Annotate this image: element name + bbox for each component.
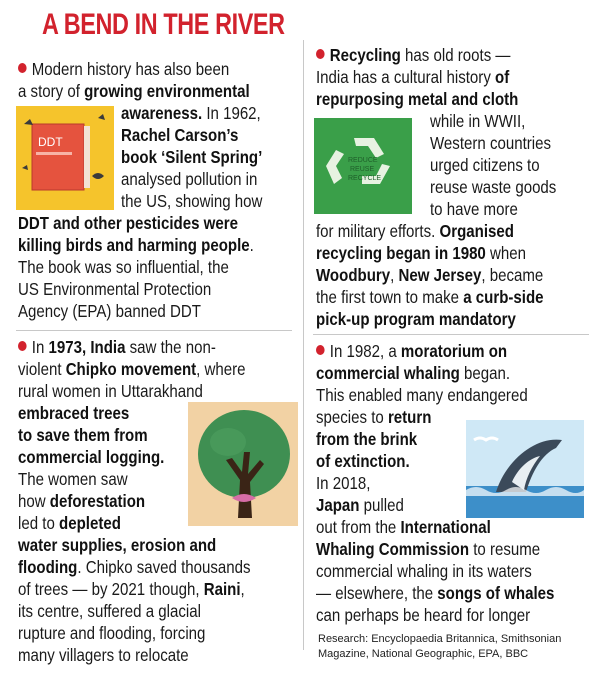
line-text [18, 425, 148, 445]
box2-line-4 [18, 424, 148, 446]
box1-line-10 [18, 278, 211, 300]
bold-text-segment: commercial whaling [316, 363, 460, 383]
box2-line-14 [18, 644, 189, 666]
line-text [18, 623, 205, 643]
bold-text-segment: book ‘Silent Spring’ [121, 147, 263, 167]
box2-line-6 [18, 468, 128, 490]
reuse-label: REUSE [350, 166, 375, 173]
box3-line-4 [430, 132, 551, 154]
line-text [18, 301, 201, 321]
line-text [430, 155, 540, 175]
line-text [121, 125, 238, 145]
text-segment: Western countries [430, 133, 552, 153]
text-segment: many villagers to relocate [18, 645, 189, 665]
box4-line-5 [316, 450, 410, 472]
line-text [316, 89, 518, 109]
text-segment: the US, showing how [121, 191, 263, 211]
text-segment: The book was so influential, the [18, 257, 229, 277]
box2-line-1 [18, 358, 246, 380]
line-text [316, 561, 532, 581]
text-segment: Agency (EPA) banned DDT [18, 301, 201, 321]
tree-hug-illustration [188, 402, 298, 526]
box3-line-12 [316, 308, 516, 330]
bold-text-segment: International [400, 517, 491, 537]
text-segment: to resume [469, 539, 541, 559]
credit-line-1: Research: Encyclopaedia Britannica, Smithsonian [318, 633, 562, 645]
text-segment: . Chipko saved thousands [77, 557, 251, 577]
bullet-icon [18, 63, 27, 73]
line-text [430, 199, 518, 219]
box2-line-13 [18, 622, 205, 644]
box1-line-6 [121, 190, 262, 212]
line-text [316, 385, 528, 405]
page-title: A BEND IN THE RIVER [42, 8, 285, 41]
box3-line-11 [316, 286, 544, 308]
text-segment: led to [18, 513, 60, 533]
column-divider [303, 40, 304, 650]
line-text [121, 147, 262, 167]
bold-text-segment: return [387, 407, 432, 427]
text-segment: the first town to make [316, 287, 464, 307]
bold-text-segment: Rachel Carson’s [121, 125, 239, 145]
line-text [18, 257, 229, 277]
box3-line-2 [316, 88, 518, 110]
text-segment: rural women in Uttarakhand [18, 381, 203, 401]
box2-line-5 [18, 446, 164, 468]
box4-line-12 [316, 604, 530, 626]
box4-line-3 [316, 406, 431, 428]
bold-text-segment: growing environmental [84, 81, 250, 101]
bold-text-segment: killing birds and harming people [18, 235, 250, 255]
bold-text-segment: of [495, 67, 510, 87]
line-text [32, 59, 229, 79]
line-text [18, 403, 129, 423]
line-text [430, 177, 556, 197]
box4-line-10 [316, 560, 532, 582]
box2-line-8 [18, 512, 121, 534]
bold-text-segment: awareness. [121, 103, 203, 123]
bold-text-segment: Whaling Commission [316, 539, 470, 559]
line-text [18, 557, 251, 577]
line-text [121, 103, 261, 123]
bold-text-segment: 1973, India [48, 337, 126, 357]
line-text [316, 495, 404, 515]
bold-text-segment: Japan [316, 495, 360, 515]
text-segment: analysed pollution in [121, 169, 258, 189]
box1-line-5 [121, 168, 257, 190]
bold-text-segment: Chipko movement [65, 359, 197, 379]
line-text [316, 583, 554, 603]
text-segment: violent [18, 359, 66, 379]
line-text [316, 287, 544, 307]
text-segment: — elsewhere, the [316, 583, 438, 603]
text-segment: for military efforts. [316, 221, 440, 241]
text-segment: its centre, suffered a glacial [18, 601, 201, 621]
line-text [18, 469, 128, 489]
bold-text-segment: songs of whales [437, 583, 555, 603]
box4-line-0 [316, 340, 507, 362]
bold-text-segment: deforestation [49, 491, 146, 511]
text-segment: saw the non- [125, 337, 216, 357]
box4-line-2 [316, 384, 528, 406]
line-text [18, 213, 238, 233]
bullet-icon [316, 345, 325, 355]
line-text [316, 605, 530, 625]
box1-line-8 [18, 234, 254, 256]
reduce-label: REDUCE [348, 157, 378, 164]
bold-text-segment: pick-up program mandatory [316, 309, 516, 329]
line-text [316, 539, 540, 559]
line-text [330, 341, 507, 361]
bold-text-segment: Woodbury [316, 265, 391, 285]
line-text [316, 407, 431, 427]
box3-line-5 [430, 154, 540, 176]
box4-line-11 [316, 582, 554, 604]
section-divider-right [313, 334, 589, 335]
text-segment: This enabled many endangered [316, 385, 528, 405]
box3-line-10 [316, 264, 543, 286]
recycle-icon [314, 118, 412, 214]
text-segment: species to [316, 407, 388, 427]
bold-text-segment: Organised [439, 221, 514, 241]
box1-line-1 [18, 80, 250, 102]
box4-line-6 [316, 472, 370, 494]
line-text [18, 513, 121, 533]
box3-line-7 [430, 198, 518, 220]
text-segment: , where [196, 359, 246, 379]
bold-text-segment: a curb-side [463, 287, 544, 307]
box4-line-8 [316, 516, 491, 538]
text-segment: US Environmental Protection [18, 279, 212, 299]
line-text [18, 645, 189, 665]
line-text [316, 429, 417, 449]
box1-line-11 [18, 300, 201, 322]
line-text [316, 221, 514, 241]
bullet-icon [18, 341, 27, 351]
bold-text-segment: New Jersey [398, 265, 482, 285]
line-text [18, 601, 201, 621]
line-text [18, 447, 164, 467]
box1-line-2 [121, 102, 261, 124]
text-segment: , [240, 579, 245, 599]
box2-line-9 [18, 534, 216, 556]
box1-line-9 [18, 256, 229, 278]
whale-illustration [466, 420, 584, 518]
text-segment: The women saw [18, 469, 128, 489]
box2-line-12 [18, 600, 201, 622]
recycle-illustration [314, 118, 412, 214]
box1-line-3 [121, 124, 238, 146]
text-segment: pulled [359, 495, 404, 515]
box4-line-4 [316, 428, 417, 450]
bold-text-segment: Recycling [329, 45, 401, 65]
line-text [316, 243, 526, 263]
box1-line-7 [18, 212, 238, 234]
box3-line-8 [316, 220, 514, 242]
line-text [121, 191, 262, 211]
text-segment: can perhaps be heard for longer [316, 605, 531, 625]
box1-line-0 [18, 58, 229, 80]
text-segment: Modern history has also been [31, 59, 230, 79]
ddt-book-illustration [16, 106, 114, 210]
line-text [316, 363, 510, 383]
text-segment: In 2018, [316, 473, 371, 493]
bold-text-segment: Raini [203, 579, 241, 599]
box2-line-7 [18, 490, 145, 512]
text-segment: In [31, 337, 49, 357]
text-segment: began. [459, 363, 511, 383]
section-divider-left [16, 330, 292, 331]
text-segment: how [18, 491, 50, 511]
text-segment: In 1982, a [329, 341, 401, 361]
bold-text-segment: depleted [59, 513, 121, 533]
text-segment: of trees — by 2021 though, [18, 579, 204, 599]
text-segment: , [390, 265, 399, 285]
box2-line-10 [18, 556, 251, 578]
box2-line-3 [18, 402, 129, 424]
text-segment: urged citizens to [430, 155, 540, 175]
box2-line-0 [18, 336, 216, 358]
text-segment: reuse waste goods [430, 177, 557, 197]
text-segment: commercial whaling in its waters [316, 561, 532, 581]
text-segment: rupture and flooding, forcing [18, 623, 206, 643]
bold-text-segment: recycling began in 1980 [316, 243, 486, 263]
line-text [18, 81, 250, 101]
bold-text-segment: water supplies, erosion and [18, 535, 217, 555]
box3-line-9 [316, 242, 526, 264]
line-text [32, 337, 216, 357]
ddt-book-icon [16, 106, 114, 210]
box2-line-11 [18, 578, 245, 600]
text-segment: out from the [316, 517, 401, 537]
tree-icon [188, 402, 298, 526]
whale-icon [466, 420, 584, 518]
line-text [18, 381, 203, 401]
line-text [316, 67, 509, 87]
box3-line-6 [430, 176, 556, 198]
bullet-icon [316, 49, 325, 59]
text-segment: while in WWII, [430, 111, 526, 131]
line-text [121, 169, 257, 189]
bold-text-segment: DDT and other pesticides were [18, 213, 238, 233]
box4-line-9 [316, 538, 540, 560]
recycle-label: RECYCLE [348, 175, 382, 182]
line-text [316, 517, 491, 537]
ddt-book-label: DDT [38, 135, 63, 149]
bold-text-segment: commercial logging. [18, 447, 165, 467]
line-text [316, 309, 516, 329]
bold-text-segment: embraced trees [18, 403, 130, 423]
box4-line-1 [316, 362, 510, 384]
text-segment: , became [481, 265, 544, 285]
line-text [316, 473, 370, 493]
text-segment: has old roots — [400, 45, 511, 65]
box3-line-0 [316, 44, 510, 66]
line-text [18, 491, 145, 511]
line-text [430, 111, 525, 131]
text-segment: when [485, 243, 526, 263]
bold-text-segment: of extinction. [316, 451, 410, 471]
line-text [316, 265, 543, 285]
line-text [18, 359, 246, 379]
line-text [430, 133, 551, 153]
text-segment: . [249, 235, 254, 255]
bold-text-segment: moratorium on [400, 341, 508, 361]
text-segment: India has a cultural history [316, 67, 496, 87]
bold-text-segment: flooding [18, 557, 78, 577]
box1-line-4 [121, 146, 262, 168]
text-segment: In 1962, [202, 103, 261, 123]
box3-line-3 [430, 110, 525, 132]
line-text [18, 535, 216, 555]
bold-text-segment: from the brink [316, 429, 418, 449]
text-segment: a story of [18, 81, 85, 101]
text-segment: to have more [430, 199, 518, 219]
credit-line-2: Magazine, National Geographic, EPA, BBC [318, 648, 529, 660]
bold-text-segment: to save them from [18, 425, 148, 445]
box3-line-1 [316, 66, 509, 88]
box4-line-7 [316, 494, 404, 516]
bold-text-segment: repurposing metal and cloth [316, 89, 519, 109]
box2-line-2 [18, 380, 203, 402]
line-text [316, 451, 410, 471]
line-text [18, 235, 254, 255]
line-text [18, 279, 211, 299]
line-text [18, 579, 245, 599]
line-text [330, 45, 511, 65]
